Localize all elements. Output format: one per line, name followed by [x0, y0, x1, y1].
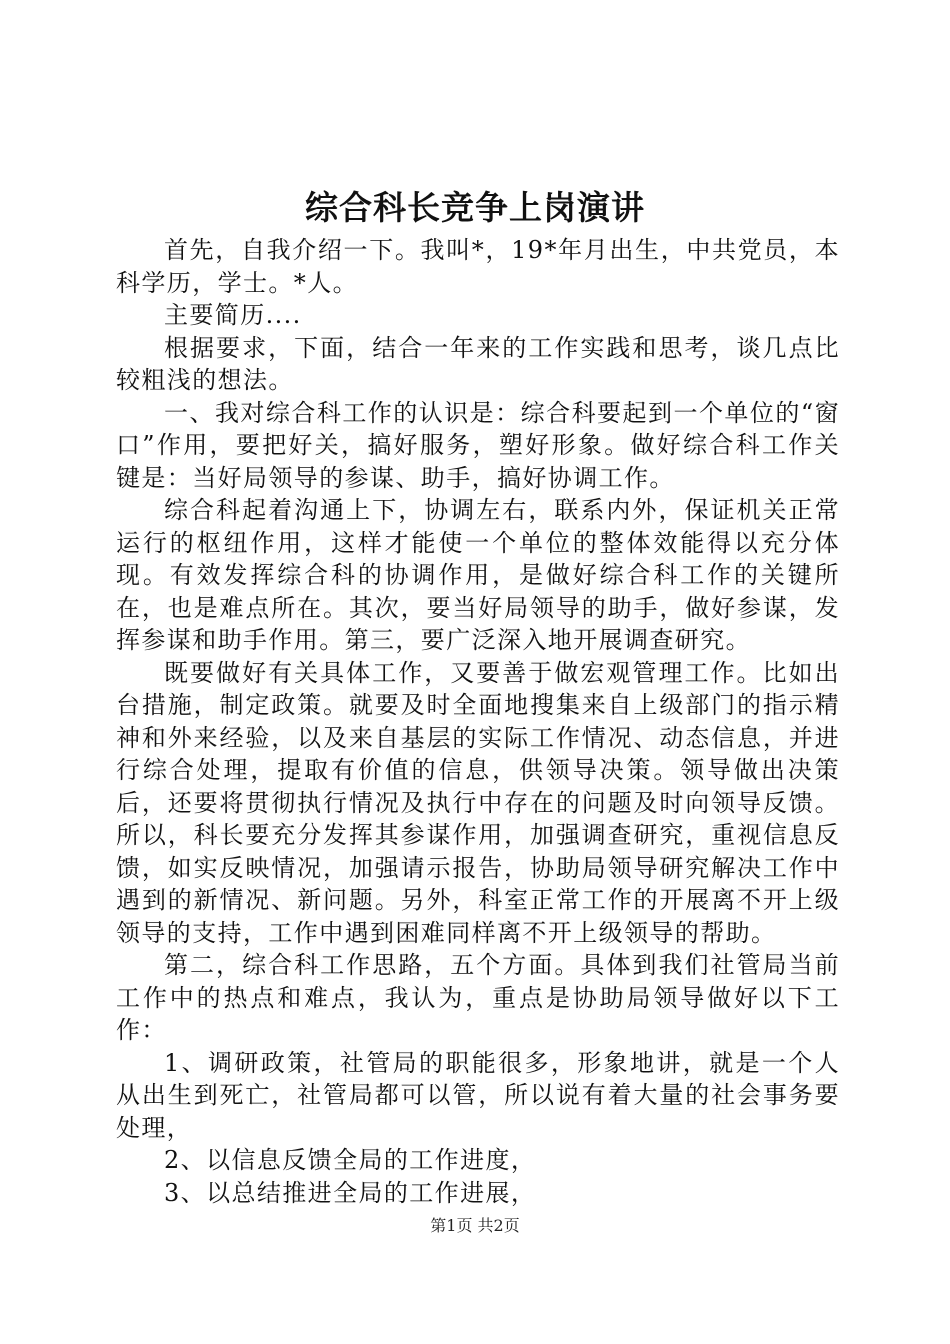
- document-body: [116, 234, 840, 1209]
- paragraph-item-1: 1、调研政策，社管局的职能很多，形象地讲，就是一个人从出生到死亡，社管局都可以管，所以说有着大量的社会事务要处理，: [116, 1048, 840, 1142]
- paragraph-item-3: 3、以总结推进全局的工作进展，: [164, 1178, 537, 1207]
- paragraph-coordination: 综合科起着沟通上下，协调左右，联系内外，保证机关正常运行的枢纽作用，这样才能使一个单位的整体效能得以充分体现。有效发挥综合科的协调作用，是做好综合科工作的关键所在，也是难点所在。其次，要当好局领导的助手，做好参谋，发挥参谋和助手作用。第三，要广泛深入地开展调查研究。: [116, 496, 840, 654]
- paragraph-intro: 首先，自我介绍一下。我叫*，19*年月出生，中共党员，本科学历，学士。*人。: [116, 236, 840, 297]
- page-number-footer: 第1页 共2页: [430, 1216, 520, 1235]
- paragraph-item-2: 2、以信息反馈全局的工作进度，: [164, 1146, 537, 1174]
- paragraph-work-ideas: 第二，综合科工作思路，五个方面。具体到我们社管局当前工作中的热点和难点，我认为，重点是协助局领导做好以下工作：: [116, 951, 840, 1044]
- paragraph-understanding: 一、我对综合科工作的认识是：综合科要起到一个单位的“窗口”作用，要把好关，搞好服务，塑好形象。做好综合科工作关键是：当好局领导的参谋、助手，搞好协调工作。: [116, 398, 840, 492]
- paragraph-resume: 主要简历....: [164, 301, 302, 329]
- paragraph-thoughts: 根据要求，下面，结合一年来的工作实践和思考，谈几点比较粗浅的想法。: [116, 333, 840, 394]
- document-title: 综合科长竞争上岗演讲: [305, 188, 645, 227]
- paragraph-macro-management: 既要做好有关具体工作，又要善于做宏观管理工作。比如出台措施，制定政策。就要及时全面地搜集来自上级部门的指示精神和外来经验，以及来自基层的实际工作情况、动态信息，并进行综合处理，提取有价值的信息，供领导决策。领导做出决策后，还要将贯彻执行情况及执行中存在的问题及时向领导反馈。所以，科长要充分发挥其参谋作用，加强调查研究，重视信息反馈，如实反映情况，加强请示报告，协助局领导研究解决工作中遇到的新情况、新问题。另外，科室正常工作的开展离不开上级领导的支持，工作中遇到困难同样离不开上级领导的帮助。: [116, 658, 840, 947]
